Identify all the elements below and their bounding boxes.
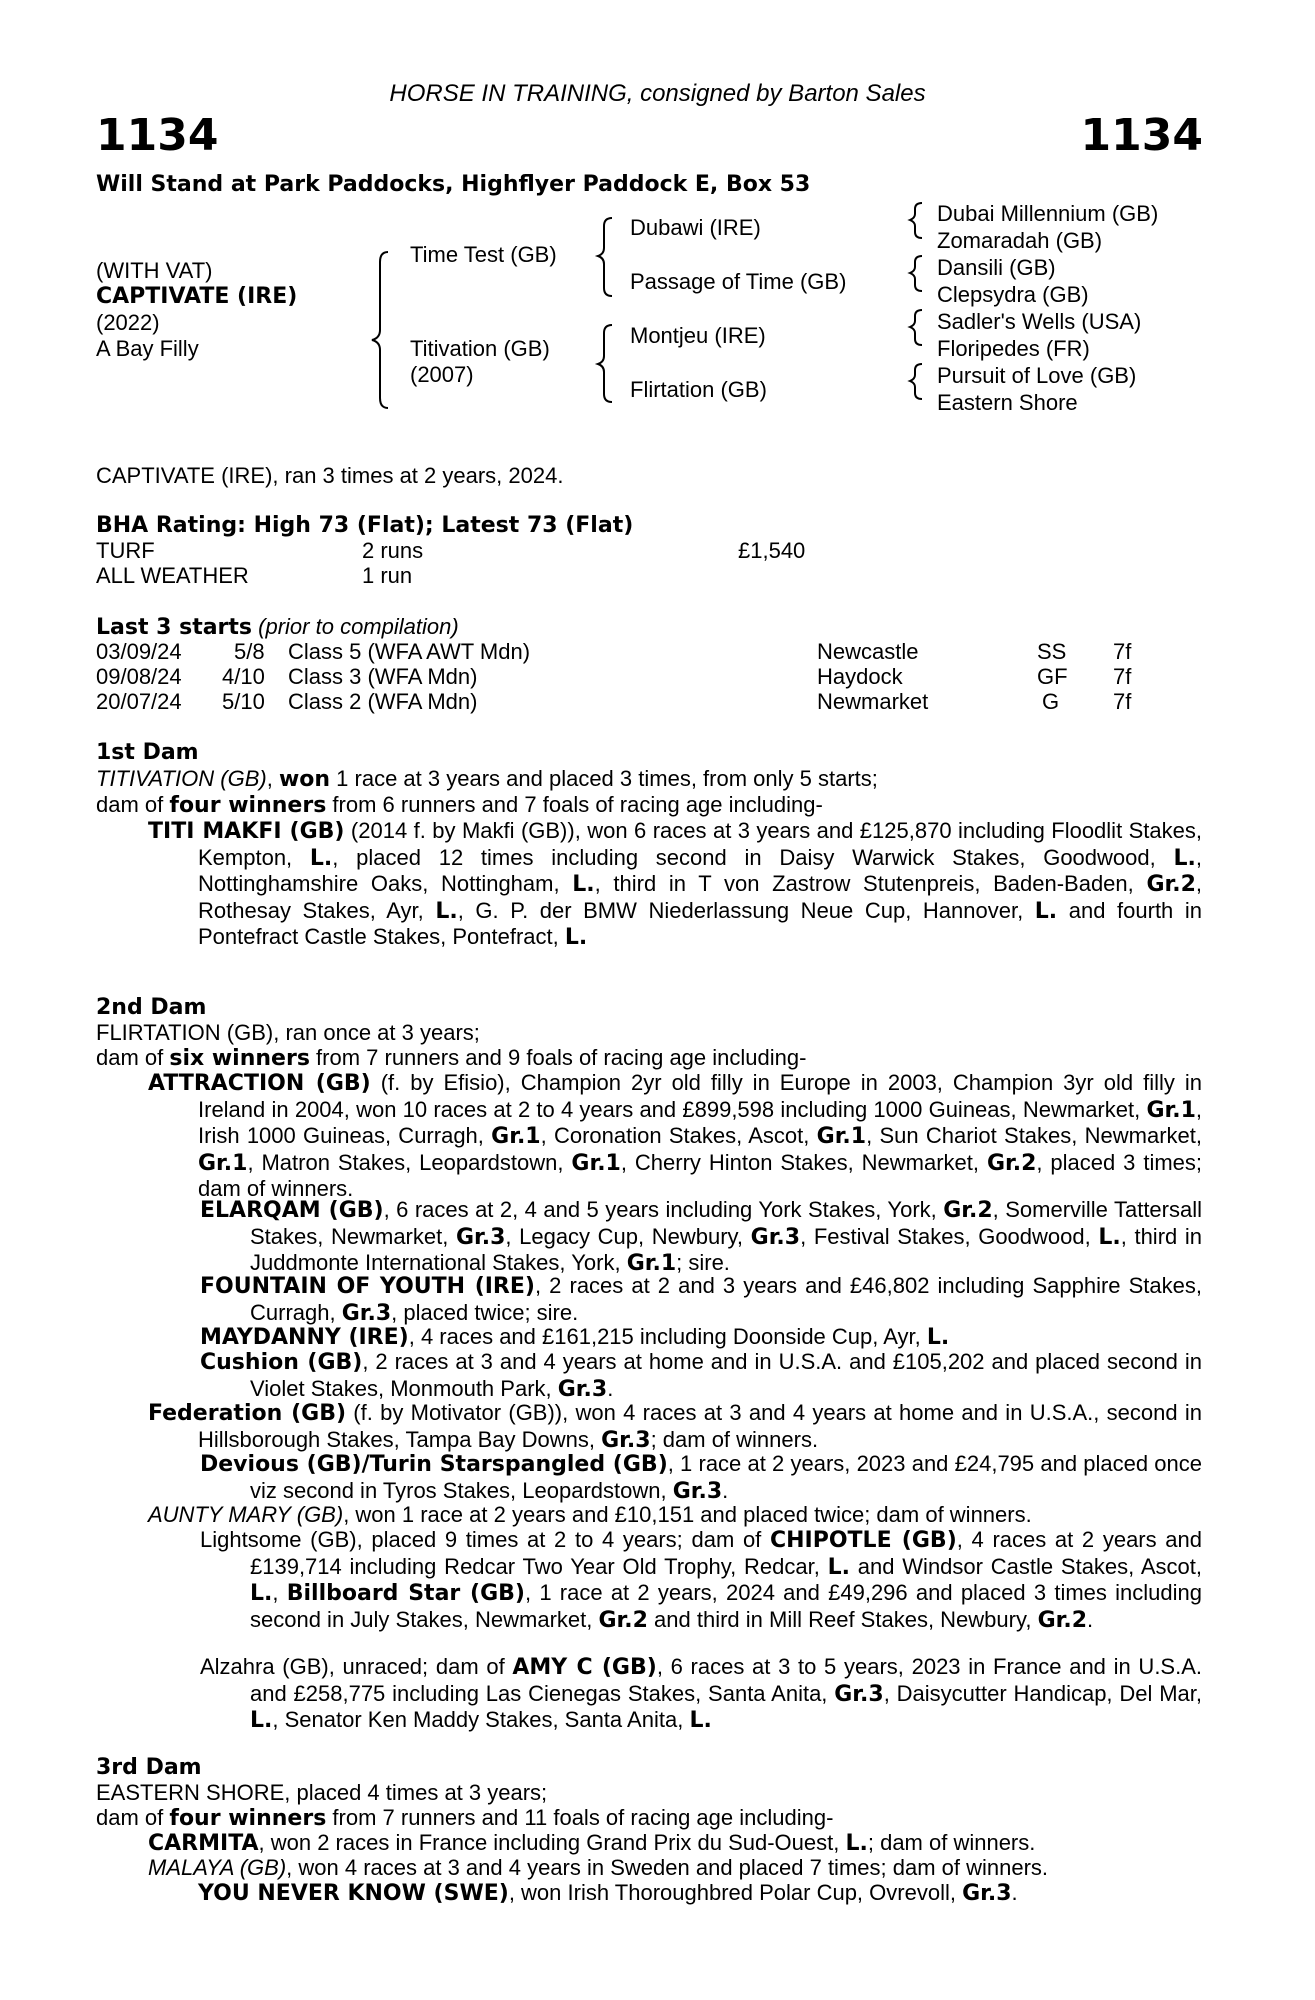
- start-race: Class 5 (WFA AWT Mdn): [288, 639, 531, 664]
- brace-ds: [910, 310, 922, 345]
- start-date: 09/08/24: [96, 664, 182, 689]
- start-going: G: [1042, 689, 1060, 714]
- progeny-elarqam: ELARQAM (GB), 6 races at 2, 4 and 5 years including York Stakes, York, Gr.2, Somerville Tattersall Stakes, Newmarket, Gr.3, Legacy Cup, Newbury, Gr.3, Festival Stakes, Goodwood, L., third in Juddmonte International Stakes, York, Gr.1; sire.: [200, 1197, 1203, 1276]
- start-row: [0, 639, 1315, 665]
- progeny-you-never-know: YOU NEVER KNOW (SWE), won Irish Thoroughbred Polar Cup, Ovrevoll, Gr.3.: [198, 1880, 1018, 1906]
- brace-sd: [910, 256, 922, 291]
- start-distance: 7f: [1113, 639, 1132, 664]
- first-dam-heading: 1st Dam: [96, 740, 199, 765]
- rating-turf-earnings: £1,540: [738, 538, 806, 563]
- pedigree-ssd: Zomaradah (GB): [937, 228, 1103, 253]
- pedigree-dsd: Floripedes (FR): [937, 336, 1090, 361]
- bha-rating: BHA Rating: High 73 (Flat); Latest 73 (Flat): [96, 513, 634, 538]
- progeny-titi-makfi: TITI MAKFI (GB) (2014 f. by Makfi (GB)), won 6 races at 3 years and £125,870 including Floodlit Stakes, Kempton, L., placed 12 times including second in Daisy Warwick Stakes, Goodwood, L., Nottinghamshire Oaks, Nottingham, L., third in T von Zastrow Stutenpreis, Baden-Baden, Gr.2, Rothesay Stakes, Ayr, L., G. P. der BMW Niederlassung Neue Cup, Hannover, L. and fourth in Pontefract Castle Stakes, Pontefract, L.: [148, 818, 1202, 950]
- start-distance: 7f: [1113, 664, 1132, 689]
- pedigree-dam-sire: Montjeu (IRE): [630, 323, 766, 348]
- pedigree-sire: Time Test (GB): [410, 242, 557, 267]
- brace-ss: [910, 203, 922, 238]
- progeny-aunty-mary: AUNTY MARY (GB), won 1 race at 2 years and £10,151 and placed twice; dam of winners.: [148, 1502, 1032, 1527]
- third-dam-record: EASTERN SHORE, placed 4 times at 3 years;: [96, 1780, 548, 1805]
- rating-turf-surface: TURF: [96, 538, 155, 563]
- start-course: Newcastle: [817, 639, 919, 664]
- rating-turf-runs: 2 runs: [362, 538, 424, 563]
- brace-sire: [598, 218, 612, 296]
- pedigree-sire-dam: Passage of Time (GB): [630, 269, 847, 294]
- pedigree-dam-year: (2007): [410, 362, 474, 387]
- start-date: 20/07/24: [96, 689, 182, 714]
- first-dam-record: TITIVATION (GB), won 1 race at 3 years and placed 3 times, from only 5 starts;: [96, 766, 878, 792]
- pedigree-dds: Pursuit of Love (GB): [937, 363, 1137, 388]
- vat-note: (WITH VAT): [96, 258, 213, 283]
- lot-number-left: 1134: [96, 110, 219, 161]
- start-row: [0, 664, 1315, 690]
- catalogue-title: HORSE IN TRAINING, consigned by Barton Sales: [389, 80, 926, 107]
- second-dam-produce-summary: dam of six winners from 7 runners and 9 foals of racing age including-: [96, 1045, 807, 1071]
- start-going: SS: [1037, 639, 1067, 664]
- start-distance: 7f: [1113, 689, 1132, 714]
- start-date: 03/09/24: [96, 639, 182, 664]
- progeny-alzahra: Alzahra (GB), unraced; dam of AMY C (GB), 6 races at 3 to 5 years, 2023 in France and in U.S.A. and £258,775 including Las Cienegas Stakes, Santa Anita, Gr.3, Daisycutter Handicap, Del Mar, L., Senator Ken Maddy Stakes, Santa Anita, L.: [200, 1654, 1203, 1733]
- third-dam-produce-summary: dam of four winners from 7 runners and 11 foals of racing age including-: [96, 1805, 834, 1831]
- start-going: GF: [1037, 664, 1068, 689]
- progeny-attraction: ATTRACTION (GB) (f. by Efisio), Champion 2yr old filly in Europe in 2003, Champion 3yr old filly in Ireland in 2004, won 10 races at 2 to 4 years and £899,598 including 1000 Guineas, Newmarket, Gr.1, Irish 1000 Guineas, Curragh, Gr.1, Coronation Stakes, Ascot, Gr.1, Sun Chariot Stakes, Newmarket, Gr.1, Matron Stakes, Leopardstown, Gr.1, Cherry Hinton Stakes, Newmarket, Gr.2, placed 3 times; dam of winners.: [148, 1070, 1203, 1201]
- pedigree-dam: Titivation (GB): [410, 336, 550, 361]
- second-dam-heading: 2nd Dam: [96, 995, 207, 1020]
- third-dam-heading: 3rd Dam: [96, 1755, 202, 1780]
- last-starts-heading: Last 3 starts (prior to compilation): [96, 614, 459, 640]
- horse-year: (2022): [96, 310, 160, 335]
- pedigree-dss: Sadler's Wells (USA): [937, 309, 1142, 334]
- pedigree-sds: Dansili (GB): [937, 255, 1056, 280]
- start-row: [0, 689, 1315, 715]
- horse-description: A Bay Filly: [96, 336, 199, 361]
- start-position: 5/10: [222, 689, 265, 714]
- progeny-carmita: CARMITA, won 2 races in France including Grand Prix du Sud-Ouest, L.; dam of winners.: [148, 1830, 1036, 1856]
- pedigree-dam-dam: Flirtation (GB): [630, 377, 767, 402]
- brace-main: [372, 252, 388, 408]
- progeny-federation: Federation (GB) (f. by Motivator (GB)), won 4 races at 3 and 4 years at home and in U.S.A., second in Hillsborough Stakes, Tampa Bay Downs, Gr.3; dam of winners.: [148, 1400, 1202, 1453]
- pedigree-sss: Dubai Millennium (GB): [937, 201, 1159, 226]
- progeny-lightsome: Lightsome (GB), placed 9 times at 2 to 4 years; dam of CHIPOTLE (GB), 4 races at 2 years and £139,714 including Redcar Two Year Old Trophy, Redcar, L. and Windsor Castle Stakes, Ascot, L., Billboard Star (GB), 1 race at 2 years, 2024 and £49,296 and placed 3 times including second in July Stakes, Newmarket, Gr.2 and third in Mill Reef Stakes, Newbury, Gr.2.: [200, 1527, 1203, 1633]
- progeny-cushion: Cushion (GB), 2 races at 3 and 4 years at home and in U.S.A. and £105,202 and placed second in Violet Stakes, Monmouth Park, Gr.3.: [200, 1349, 1202, 1402]
- start-race: Class 3 (WFA Mdn): [288, 664, 478, 689]
- pedigree-ddd: Eastern Shore: [937, 390, 1078, 415]
- progeny-malaya: MALAYA (GB), won 4 races at 3 and 4 years in Sweden and placed 7 times; dam of winners.: [148, 1855, 1049, 1880]
- stable-location: Will Stand at Park Paddocks, Highflyer Paddock E, Box 53: [96, 172, 811, 197]
- progeny-fountain-of-youth: FOUNTAIN OF YOUTH (IRE), 2 races at 2 and 3 years and £46,802 including Sapphire Stakes, Curragh, Gr.3, placed twice; sire.: [200, 1273, 1202, 1326]
- rating-aw-runs: 1 run: [362, 563, 413, 588]
- brace-dam: [598, 325, 612, 402]
- start-position: 5/8: [234, 639, 265, 664]
- lot-number-right: 1134: [1080, 110, 1203, 161]
- progeny-devious: Devious (GB)/Turin Starspangled (GB), 1 race at 2 years, 2023 and £24,795 and placed once viz second in Tyros Stakes, Leopardstown, Gr.3.: [200, 1451, 1202, 1504]
- first-dam-produce-summary: dam of four winners from 6 runners and 7 foals of racing age including-: [96, 792, 823, 818]
- start-position: 4/10: [222, 664, 265, 689]
- progeny-maydanny: MAYDANNY (IRE), 4 races and £161,215 including Doonside Cup, Ayr, L.: [200, 1324, 950, 1350]
- pedigree-sdd: Clepsydra (GB): [937, 282, 1089, 307]
- pedigree-sire-sire: Dubawi (IRE): [630, 215, 761, 240]
- race-summary: CAPTIVATE (IRE), ran 3 times at 2 years, 2024.: [96, 463, 564, 488]
- second-dam-record: FLIRTATION (GB), ran once at 3 years;: [96, 1020, 480, 1045]
- rating-aw-surface: ALL WEATHER: [96, 563, 249, 588]
- start-race: Class 2 (WFA Mdn): [288, 689, 478, 714]
- start-course: Haydock: [817, 664, 903, 689]
- start-course: Newmarket: [817, 689, 929, 714]
- horse-name: CAPTIVATE (IRE): [96, 284, 298, 309]
- brace-dd: [910, 364, 922, 399]
